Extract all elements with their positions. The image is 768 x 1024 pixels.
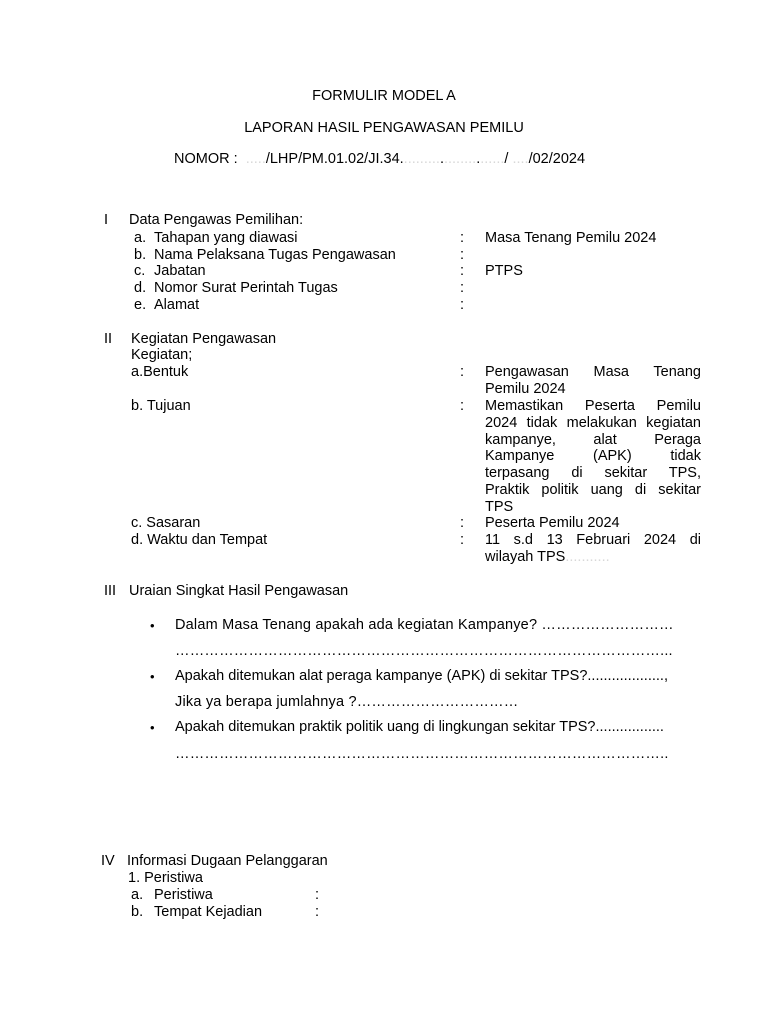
section-1-colon: : xyxy=(460,247,465,263)
waktu-line: wilayah TPS........... xyxy=(485,548,610,565)
section-1-number: I xyxy=(104,212,109,228)
section-1-value: Masa Tenang Pemilu 2024 xyxy=(485,230,657,246)
section-1-letter: b. xyxy=(134,247,147,263)
waktu-value xyxy=(485,532,701,566)
bentuk-label: a.Bentuk xyxy=(131,364,189,380)
question-kampanye: Dalam Masa Tenang apakah ada kegiatan Kampanye? ……………………… xyxy=(175,617,674,633)
section-1-letter: a. xyxy=(134,230,147,246)
section-1-label: Nomor Surat Perintah Tugas xyxy=(154,280,338,296)
nomor-blank: ......... xyxy=(403,151,440,167)
section-4-colon: : xyxy=(315,904,320,920)
nomor-part2b: . xyxy=(476,151,481,167)
waktu-label: d. Waktu dan Tempat xyxy=(131,532,268,548)
section-2-number: II xyxy=(104,331,113,347)
bullet-icon: • xyxy=(150,720,155,735)
bullet-icon: • xyxy=(150,618,155,633)
tujuan-line: kampanye, alat Peraga xyxy=(485,431,701,448)
section-1-colon: : xyxy=(460,263,465,279)
section-4-colon: : xyxy=(315,887,320,903)
section-1-title: Data Pengawas Pemilihan: xyxy=(129,212,304,228)
section-1-colon: : xyxy=(460,230,465,246)
nomor-line xyxy=(174,151,585,167)
tujuan-line: Praktik politik uang di sekitar xyxy=(485,481,701,498)
question-politik-uang: Apakah ditemukan praktik politik uang di lingkungan sekitar TPS?................. xyxy=(175,719,664,735)
form-title: FORMULIR MODEL A xyxy=(312,88,456,104)
sasaran-colon: : xyxy=(460,515,465,531)
nomor-blank: ..... xyxy=(241,151,266,167)
tujuan-line: Memastikan Peserta Pemilu xyxy=(485,398,701,414)
section-4-title: Informasi Dugaan Pelanggaran xyxy=(127,853,328,869)
report-title: LAPORAN HASIL PENGAWASAN PEMILU xyxy=(244,120,524,136)
tujuan-line: 2024 tidak melakukan kegiatan xyxy=(485,414,701,431)
section-2-subtitle: Kegiatan; xyxy=(131,347,193,363)
tujuan-label: b. Tujuan xyxy=(131,398,191,414)
section-4-number: IV xyxy=(101,853,115,869)
nomor-part2: . xyxy=(439,151,444,167)
bentuk-line: Pengawasan Masa Tenang xyxy=(485,364,701,380)
section-4-subtitle: 1. Peristiwa xyxy=(128,870,203,886)
bullet-icon: • xyxy=(150,669,155,684)
waktu-colon: : xyxy=(460,532,465,548)
section-1-label: Nama Pelaksana Tugas Pengawasan xyxy=(154,247,396,263)
section-4-letter: a. xyxy=(131,887,144,903)
section-1-colon: : xyxy=(460,280,465,296)
nomor-label: NOMOR : xyxy=(174,151,238,167)
tujuan-colon: : xyxy=(460,398,465,414)
section-4-label: Tempat Kejadian xyxy=(154,904,263,920)
section-1-letter: e. xyxy=(134,297,147,313)
bentuk-line: Pemilu 2024 xyxy=(485,380,566,397)
tujuan-line: TPS xyxy=(485,498,514,515)
answer-line-politik-uang: ……………………………………………………………………………………….. xyxy=(175,746,669,762)
waktu-line: 11 s.d 13 Februari 2024 di xyxy=(485,532,701,548)
nomor-blank: ...... xyxy=(480,151,505,167)
section-1-colon: : xyxy=(460,297,465,313)
section-1-value: PTPS xyxy=(485,263,523,279)
section-4-letter: b. xyxy=(131,904,144,920)
nomor-blank: ........ xyxy=(443,151,477,167)
section-4-label: Peristiwa xyxy=(154,887,213,903)
answer-line-kampanye: ………………………………………………………………………………………... xyxy=(175,643,673,659)
section-1-letter: c. xyxy=(134,263,146,279)
section-1-label: Alamat xyxy=(154,297,200,313)
tujuan-value xyxy=(485,398,701,516)
nomor-part1: /LHP/PM.01.02/JI.34. xyxy=(265,151,404,167)
nomor-blank: .... xyxy=(508,151,529,167)
sasaran-value: Peserta Pemilu 2024 xyxy=(485,515,620,531)
section-3-number: III xyxy=(104,583,117,599)
section-1-letter: d. xyxy=(134,280,147,296)
nomor-part3: / xyxy=(504,151,509,167)
answer-line-apk: Jika ya berapa jumlahnya ?…………………………… xyxy=(175,694,519,710)
bentuk-colon: : xyxy=(460,364,465,380)
bentuk-value xyxy=(485,364,701,398)
nomor-part4: /02/2024 xyxy=(528,151,586,167)
section-2-title: Kegiatan Pengawasan xyxy=(131,331,277,347)
tujuan-line: Kampanye (APK) tidak xyxy=(485,448,701,465)
tujuan-line: terpasang di sekitar TPS, xyxy=(485,465,701,482)
sasaran-label: c. Sasaran xyxy=(131,515,201,531)
section-1-label: Jabatan xyxy=(154,263,206,279)
question-apk: Apakah ditemukan alat peraga kampanye (APK) di sekitar TPS?..................., xyxy=(175,668,668,684)
section-3-title: Uraian Singkat Hasil Pengawasan xyxy=(129,583,349,599)
section-1-label: Tahapan yang diawasi xyxy=(154,230,298,246)
